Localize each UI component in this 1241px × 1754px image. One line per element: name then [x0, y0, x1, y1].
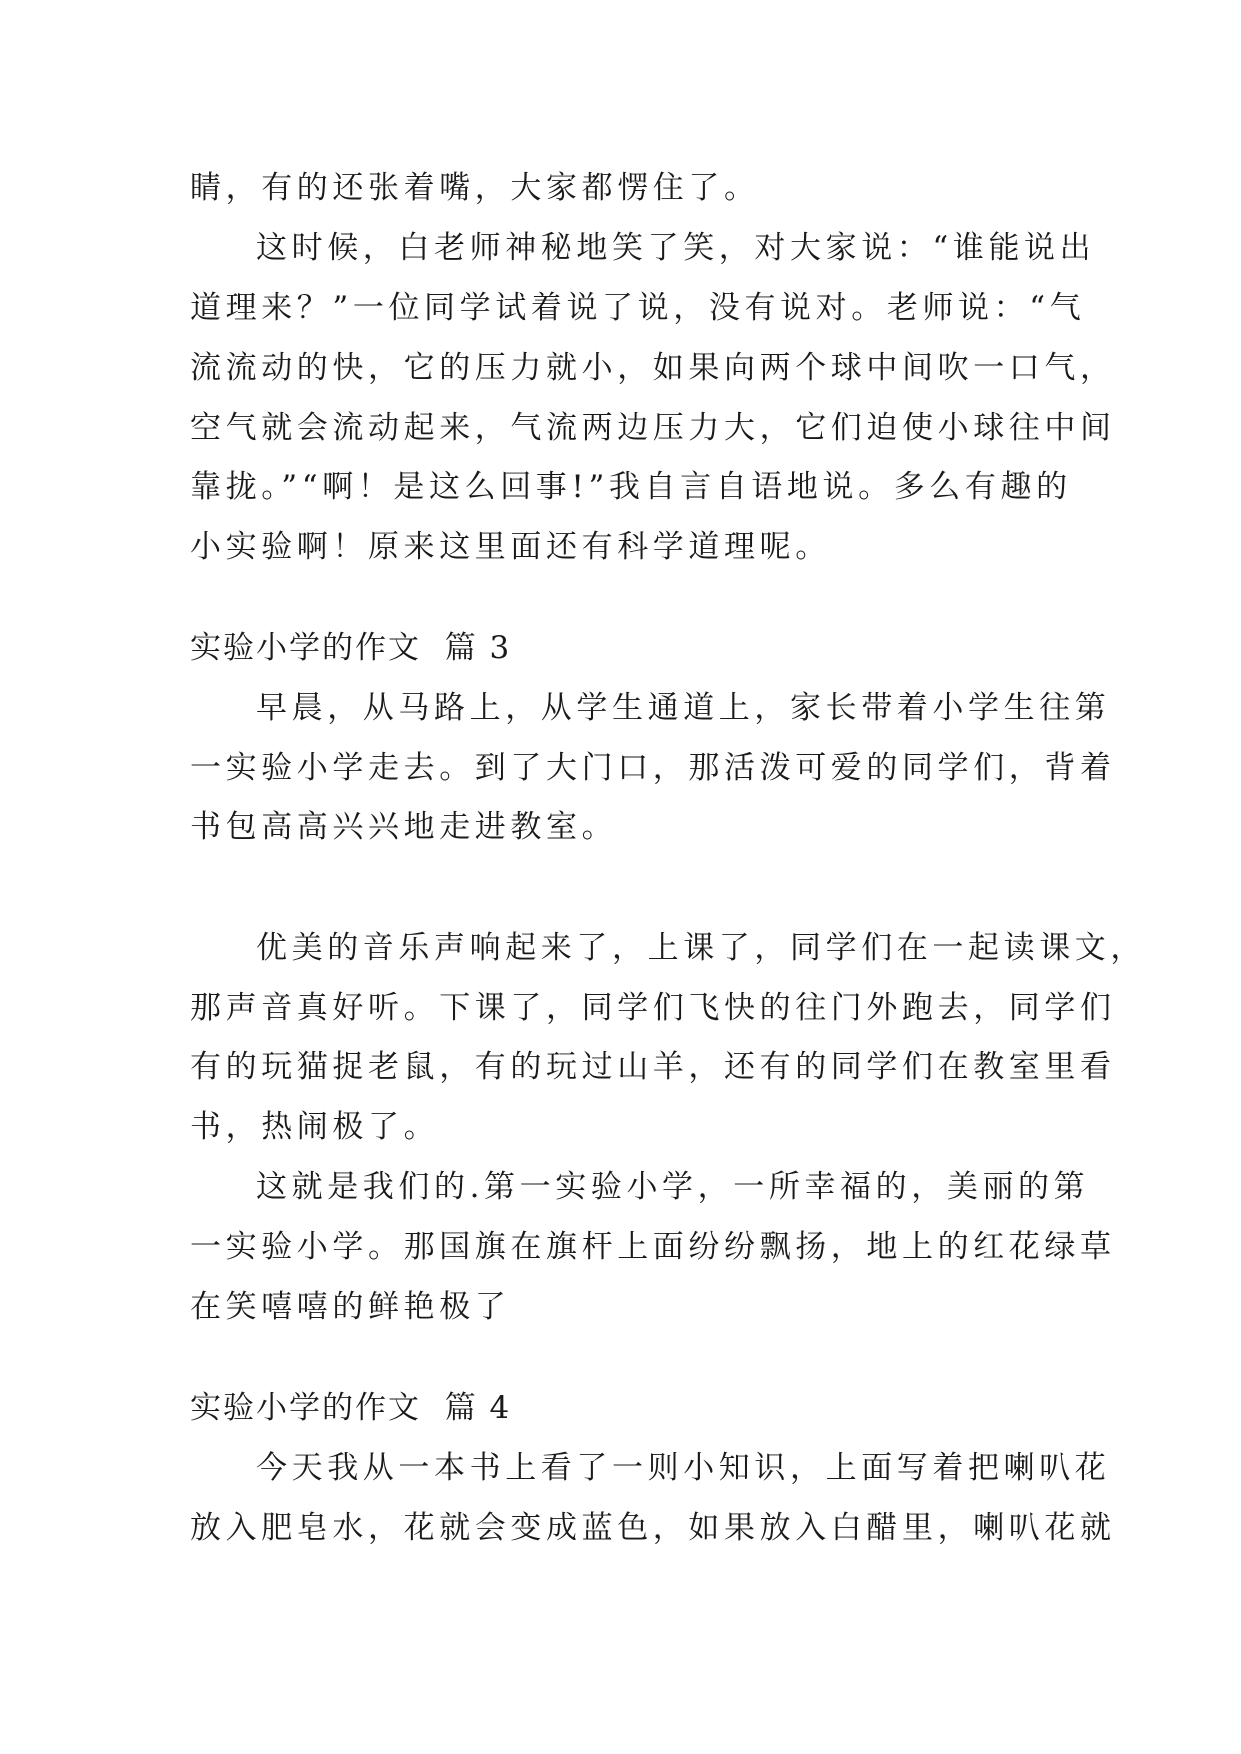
text-line: 一实验小学。那国旗在旗杆上面纷纷飘扬，地上的红花绿草	[190, 1229, 1116, 1265]
text-line: 道理来？”一位同学试着说了说，没有说对。老师说：“气	[190, 290, 1086, 326]
text-line: 睛，有的还张着嘴，大家都愣住了。	[190, 170, 760, 206]
text-line: 靠拢。”“啊！是这么回事!”我自言自语地说。多么有趣的	[190, 469, 1072, 505]
text-line: 那声音真好听。下课了，同学们飞快的往门外跑去，同学们	[190, 990, 1116, 1026]
paragraph-first-line: 这就是我们的.第一实验小学，一所幸福的，美丽的第	[256, 1169, 1090, 1205]
text-line: 有的玩猫捉老鼠，有的玩过山羊，还有的同学们在教室里看	[190, 1049, 1116, 1085]
text-line: 书，热闹极了。	[190, 1109, 440, 1145]
text-line: 小实验啊！原来这里面还有科学道理呢。	[190, 529, 831, 565]
text-line: 流流动的快，它的压力就小，如果向两个球中间吹一口气，	[190, 350, 1116, 386]
section-heading: 实验小学的作文 篇 3	[190, 630, 512, 666]
section-heading: 实验小学的作文 篇 4	[190, 1390, 512, 1426]
text-line: 在笑嘻嘻的鲜艳极了	[190, 1289, 511, 1325]
paragraph-first-line: 早晨，从马路上，从学生通道上，家长带着小学生往第	[256, 690, 1111, 726]
paragraph-first-line: 优美的音乐声响起来了，上课了，同学们在一起读课文，	[256, 930, 1146, 966]
paragraph-first-line: 这时候，白老师神秘地笑了笑，对大家说：“谁能说出	[256, 230, 1096, 266]
text-line: 放入肥皂水，花就会变成蓝色，如果放入白醋里，喇叭花就	[190, 1510, 1116, 1546]
text-line: 一实验小学走去。到了大门口，那活泼可爱的同学们，背着	[190, 750, 1116, 786]
paragraph-first-line: 今天我从一本书上看了一则小知识，上面写着把喇叭花	[256, 1450, 1111, 1486]
text-line: 书包高高兴兴地走进教室。	[190, 809, 618, 845]
text-line: 空气就会流动起来，气流两边压力大，它们迫使小球往中间	[190, 410, 1116, 446]
